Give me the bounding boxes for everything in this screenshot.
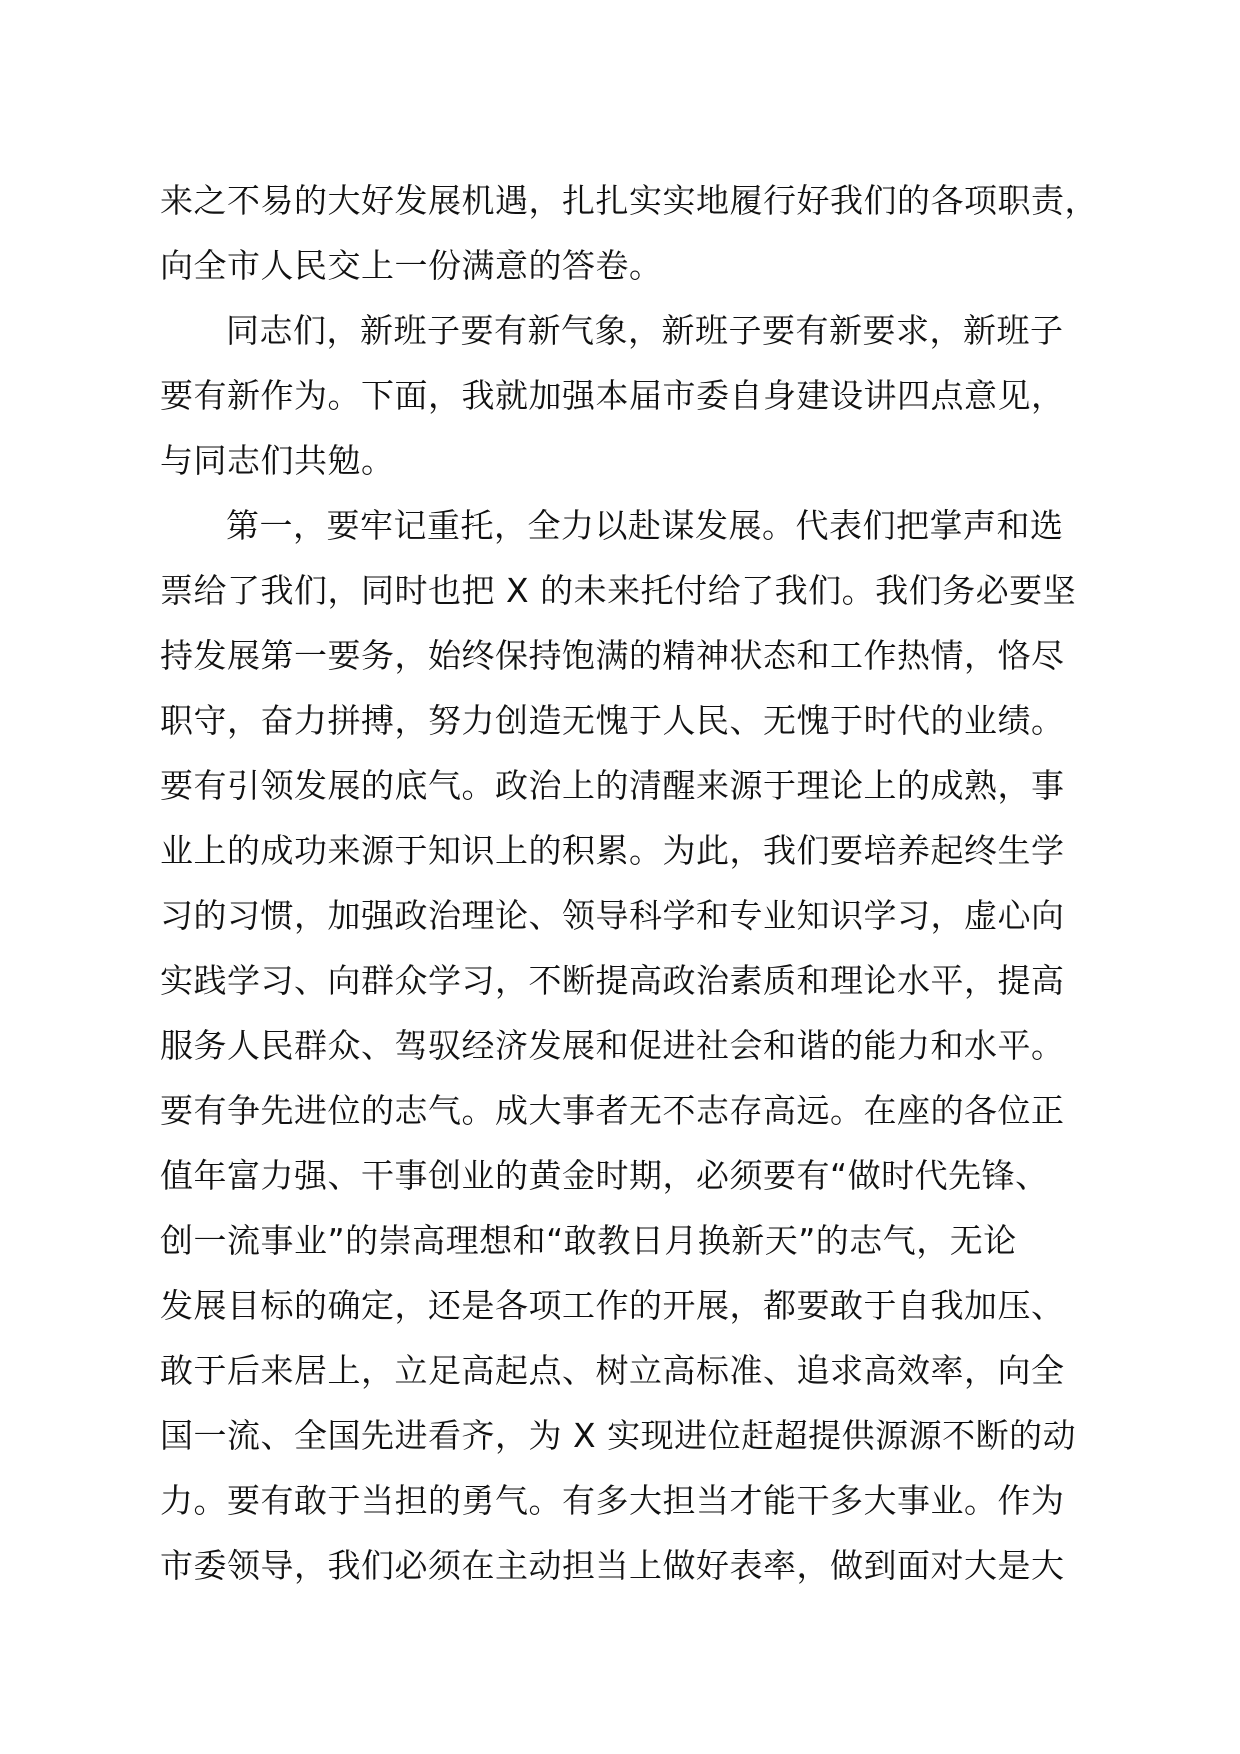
text-line: 国一流、全国先进看齐，为 X 实现进位赶超提供源源不断的动 xyxy=(160,1416,1077,1455)
text-line: 来之不易的大好发展机遇，扎扎实实地履行好我们的各项职责， xyxy=(160,181,1098,220)
text-line: 业上的成功来源于知识上的积累。为此，我们要培养起终生学 xyxy=(160,831,1065,870)
text-line: 向全市人民交上一份满意的答卷。 xyxy=(160,246,663,285)
text-line: 票给了我们，同时也把 X 的未来托付给了我们。我们务必要坚 xyxy=(160,571,1077,610)
text-line: 与同志们共勉。 xyxy=(160,441,395,480)
text-line: 习的习惯，加强政治理论、领导科学和专业知识学习，虚心向 xyxy=(160,896,1065,935)
document-body xyxy=(160,168,1120,1598)
text-line: 要有争先进位的志气。成大事者无不志存高远。在座的各位正 xyxy=(160,1091,1065,1130)
text-line: 职守，奋力拼搏，努力创造无愧于人民、无愧于时代的业绩。 xyxy=(160,701,1065,740)
paragraph-start-line: 同志们，新班子要有新气象，新班子要有新要求，新班子 xyxy=(226,311,1064,350)
text-line: 敢于后来居上，立足高起点、树立高标准、追求高效率，向全 xyxy=(160,1351,1065,1390)
paragraph-start-line: 第一，要牢记重托，全力以赴谋发展。代表们把掌声和选 xyxy=(226,506,1064,545)
text-line: 发展目标的确定，还是各项工作的开展，都要敢于自我加压、 xyxy=(160,1286,1065,1325)
text-line: 要有新作为。下面，我就加强本届市委自身建设讲四点意见， xyxy=(160,376,1065,415)
text-line: 实践学习、向群众学习，不断提高政治素质和理论水平，提高 xyxy=(160,961,1065,1000)
text-line: 力。要有敢于当担的勇气。有多大担当才能干多大事业。作为 xyxy=(160,1481,1065,1520)
text-line: 要有引领发展的底气。政治上的清醒来源于理论上的成熟，事 xyxy=(160,766,1065,805)
text-line: 服务人民群众、驾驭经济发展和促进社会和谐的能力和水平。 xyxy=(160,1026,1065,1065)
text-line: 市委领导，我们必须在主动担当上做好表率，做到面对大是大 xyxy=(160,1546,1065,1585)
text-line: 值年富力强、干事创业的黄金时期，必须要有“做时代先锋、 xyxy=(160,1156,1049,1195)
text-line: 持发展第一要务，始终保持饱满的精神状态和工作热情，恪尽 xyxy=(160,636,1065,675)
text-line: 创一流事业”的崇高理想和“敢教日月换新天”的志气，无论 xyxy=(160,1221,1017,1260)
